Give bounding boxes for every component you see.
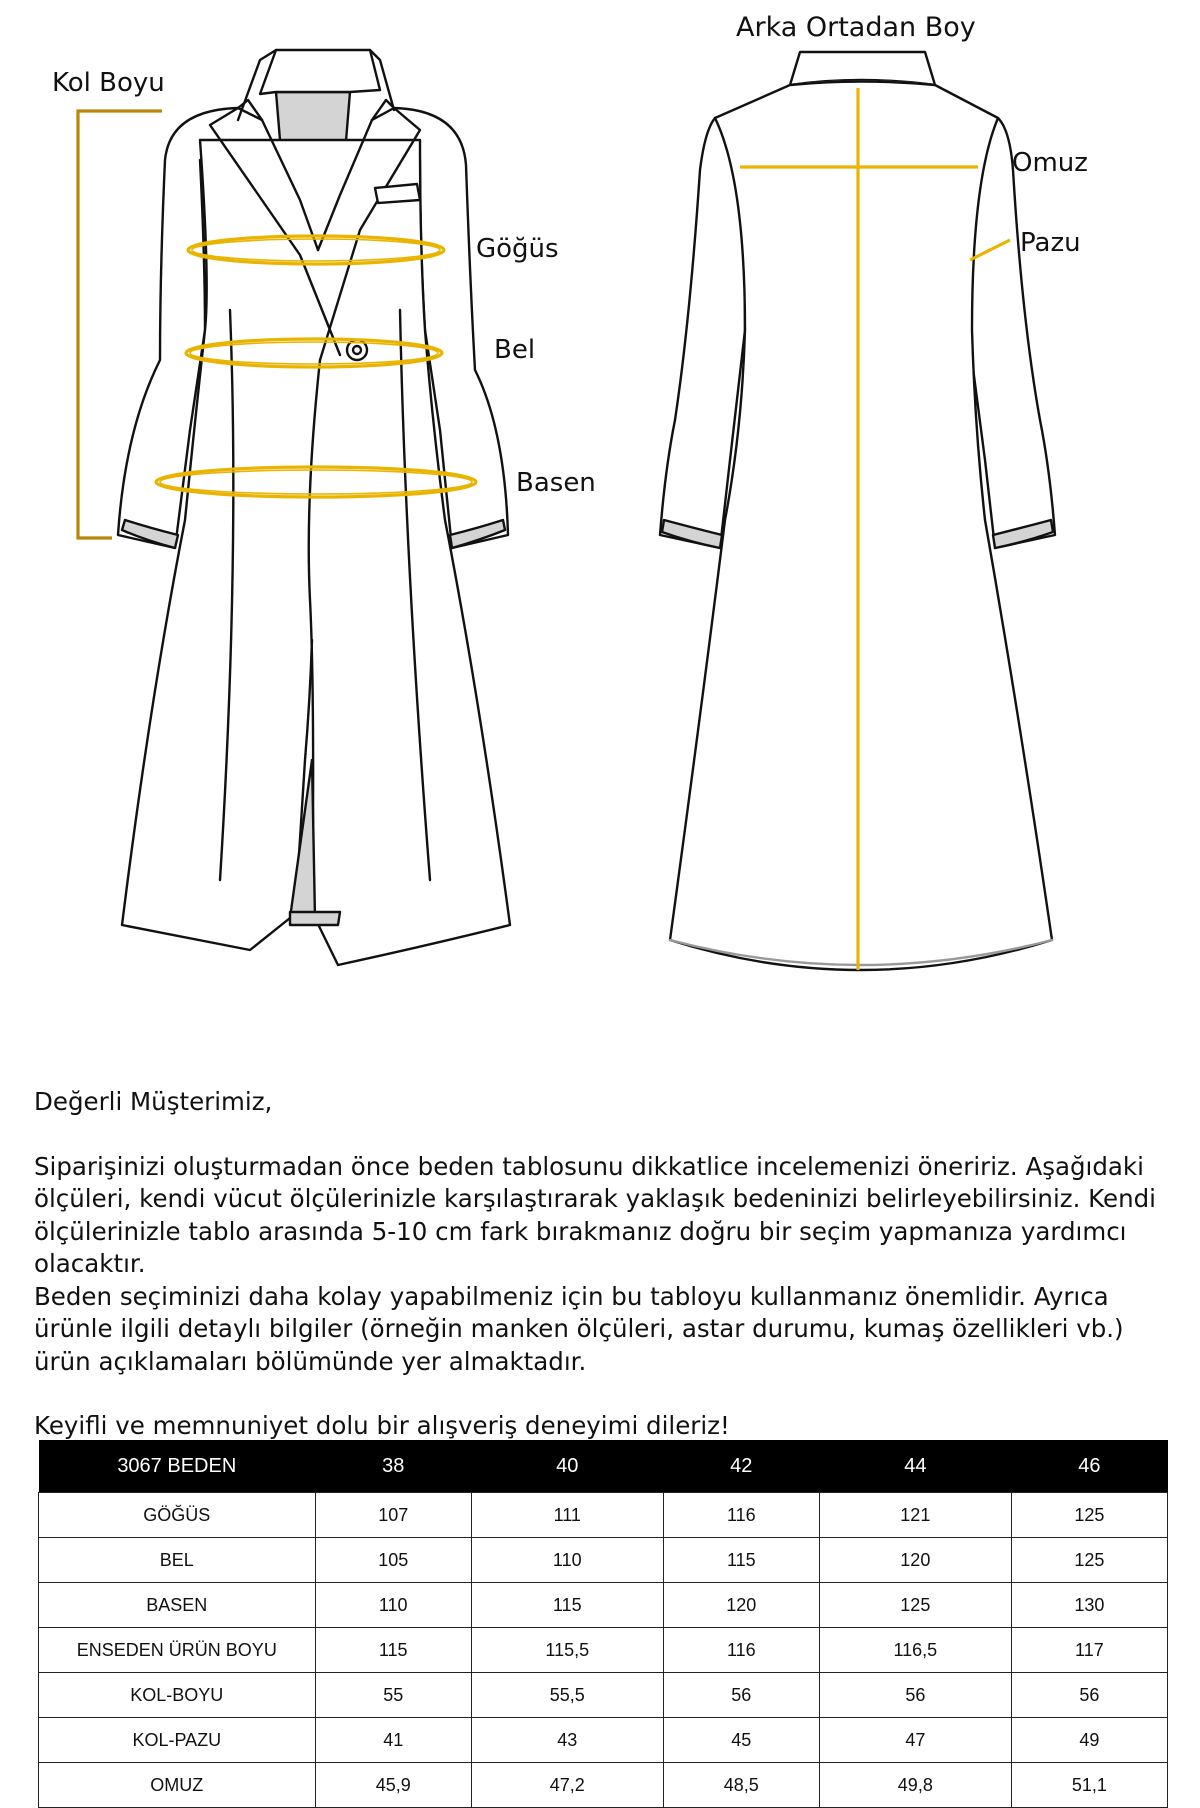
label-pazu: Pazu (1020, 228, 1081, 258)
table-cell: 121 (819, 1493, 1011, 1538)
label-omuz: Omuz (1012, 148, 1088, 178)
table-cell: 47,2 (471, 1763, 663, 1808)
table-row (39, 1628, 1168, 1673)
table-cell: 56 (1011, 1673, 1167, 1718)
table-cell: 48,5 (663, 1763, 819, 1808)
intro-paragraph-2: Beden seçiminizi daha kolay yapabilmeniz için bu tabloyu kullanmanız önemlidir. Ayrıca ürünle ilgili detaylı bilgiler (örneğin manken ölçüleri, astar durumu, kumaş özellikleri vb.) ürün açıklamaları bölümünde yer almaktadır. (34, 1281, 1124, 1376)
row-label: BEL (39, 1538, 316, 1583)
label-kol-boyu: Kol Boyu (52, 68, 165, 98)
table-cell: 107 (315, 1493, 471, 1538)
front-coat-drawing (118, 50, 510, 965)
table-cell: 55 (315, 1673, 471, 1718)
table-cell: 125 (1011, 1493, 1167, 1538)
row-label: OMUZ (39, 1763, 316, 1808)
header-cell: 44 (819, 1440, 1011, 1493)
table-cell: 125 (819, 1583, 1011, 1628)
table-cell: 45 (663, 1718, 819, 1763)
label-basen: Basen (516, 468, 596, 498)
table-cell: 56 (663, 1673, 819, 1718)
table-cell: 56 (819, 1673, 1011, 1718)
header-cell: 38 (315, 1440, 471, 1493)
table-cell: 115 (471, 1583, 663, 1628)
closing-line: Keyifli ve memnuniyet dolu bir alışveriş deneyimi dileriz! (34, 1411, 730, 1440)
row-label: GÖĞÜS (39, 1493, 316, 1538)
table-row (39, 1493, 1168, 1538)
table-cell: 115 (315, 1628, 471, 1673)
table-cell: 110 (471, 1538, 663, 1583)
header-cell: 3067 BEDEN (39, 1440, 316, 1493)
table-cell: 117 (1011, 1628, 1167, 1673)
header-cell: 46 (1011, 1440, 1167, 1493)
row-label: ENSEDEN ÜRÜN BOYU (39, 1628, 316, 1673)
table-cell: 45,9 (315, 1763, 471, 1808)
table-row (39, 1673, 1168, 1718)
table-cell: 115 (663, 1538, 819, 1583)
table-row (39, 1718, 1168, 1763)
table-cell: 116 (663, 1493, 819, 1538)
table-cell: 116 (663, 1628, 819, 1673)
table-cell: 41 (315, 1718, 471, 1763)
table-cell: 49 (1011, 1718, 1167, 1763)
header-cell: 40 (471, 1440, 663, 1493)
table-cell: 55,5 (471, 1673, 663, 1718)
table-cell: 110 (315, 1583, 471, 1628)
intro-paragraph-1: Siparişinizi oluşturmadan önce beden tablosunu dikkatlice incelemenizi öneririz. Aşağıdaki ölçüleri, kendi vücut ölçülerinizle karşılaştırarak yaklaşık bedeninizi belirleyebilirsiniz. Kendi ölçülerinizle tablo arasında 5-10 cm fark bırakmanız doğru bir seçim yapmanıza yardımcı olacaktır. (34, 1151, 1156, 1278)
row-label: KOL-BOYU (39, 1673, 316, 1718)
row-label: BASEN (39, 1583, 316, 1628)
table-row (39, 1583, 1168, 1628)
table-cell: 120 (819, 1538, 1011, 1583)
label-arka-ortadan-boy: Arka Ortadan Boy (736, 12, 976, 43)
size-table (38, 1440, 1168, 1808)
table-cell: 47 (819, 1718, 1011, 1763)
greeting: Değerli Müşterimiz, (34, 1087, 273, 1116)
table-cell: 43 (471, 1718, 663, 1763)
label-gogus: Göğüs (476, 234, 559, 264)
table-cell: 116,5 (819, 1628, 1011, 1673)
intro-text (34, 1086, 1174, 1443)
table-row (39, 1538, 1168, 1583)
table-cell: 111 (471, 1493, 663, 1538)
table-cell: 105 (315, 1538, 471, 1583)
table-cell: 49,8 (819, 1763, 1011, 1808)
table-cell: 125 (1011, 1538, 1167, 1583)
size-table-header (39, 1440, 1168, 1493)
table-row (39, 1763, 1168, 1808)
table-cell: 130 (1011, 1583, 1167, 1628)
row-label: KOL-PAZU (39, 1718, 316, 1763)
header-cell: 42 (663, 1440, 819, 1493)
table-cell: 51,1 (1011, 1763, 1167, 1808)
label-bel: Bel (494, 335, 536, 365)
table-cell: 120 (663, 1583, 819, 1628)
table-cell: 115,5 (471, 1628, 663, 1673)
